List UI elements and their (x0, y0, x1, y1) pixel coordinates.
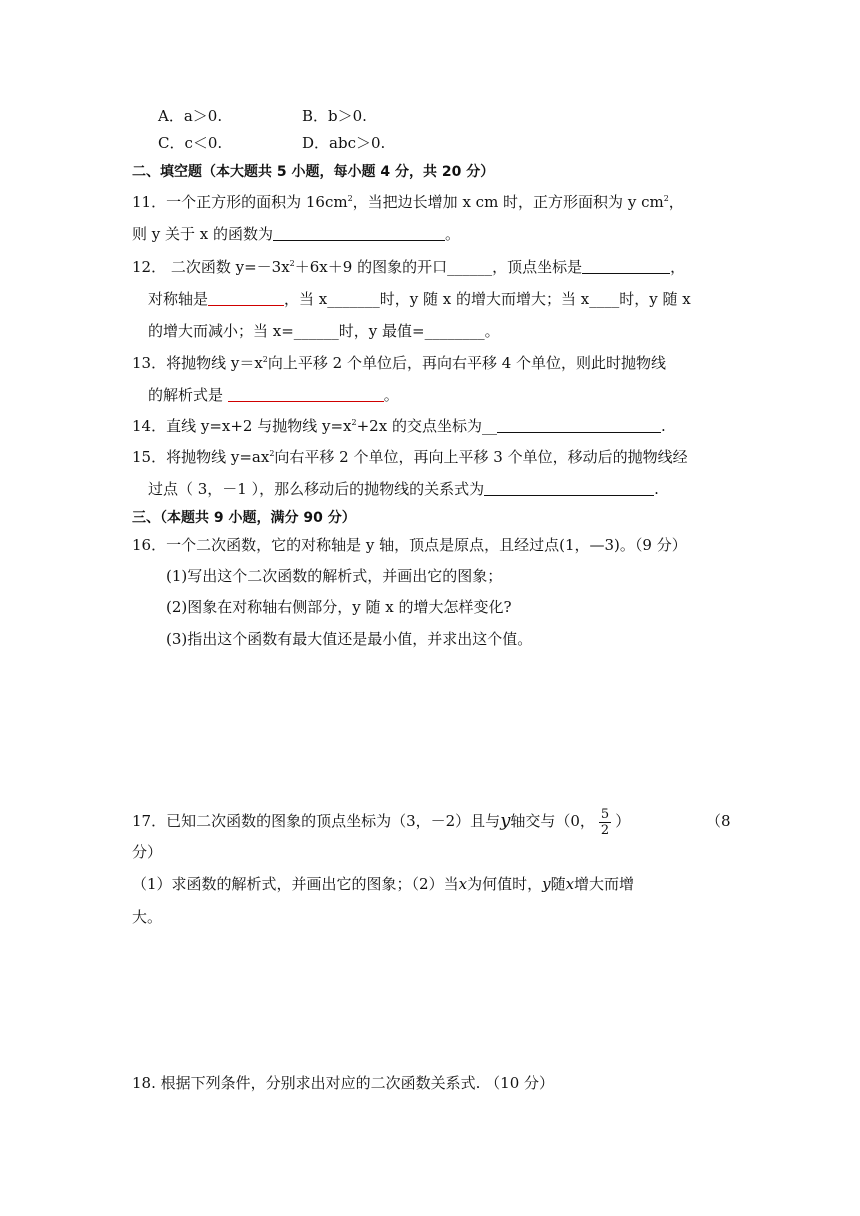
q12-vertex-blank[interactable] (582, 258, 670, 274)
q15-text-3: 过点（ 3，－1 ），那么移动后的抛物线的关系式为 (148, 480, 485, 498)
q12-text-4: 对称轴是 (148, 290, 209, 308)
q13-text-4: 。 (383, 386, 399, 404)
q12-superscript: 2 (289, 259, 295, 268)
question-16-part-1: (1)写出这个二次函数的解析式，并画出它的图象； (166, 567, 503, 585)
option-c: C．c＜0. (158, 134, 223, 152)
q17-text-6: 随 (550, 875, 566, 893)
option-d: D．abc＞0. (302, 134, 386, 152)
option-b: B．b＞0. (302, 107, 367, 125)
question-11-line-1 (132, 192, 684, 212)
q17-fraction (599, 807, 611, 838)
q11-text-4: 则 y 关于 x 的函数为 (132, 225, 274, 243)
question-18-stem: 18. 根据下列条件，分别求出对应的二次函数关系式. （10 分） (132, 1074, 555, 1092)
q15-answer-blank[interactable] (484, 480, 654, 496)
q11-text-3: ， (668, 193, 684, 211)
q17-text-5: 为何值时， (467, 875, 543, 893)
q17-score-part-1: （8 (706, 812, 731, 830)
question-12-line-2 (148, 289, 691, 309)
question-17-line-4: 大。 (132, 908, 163, 926)
question-17-line-3 (132, 874, 634, 894)
question-12-line-3: 的增大而减小；当 x=______时，y 最值=________。 (148, 322, 500, 340)
q15-superscript: 2 (269, 449, 275, 458)
question-15-line-2 (148, 479, 659, 499)
question-13-line-1 (132, 353, 666, 373)
question-13-line-2 (148, 385, 399, 405)
q13-answer-blank[interactable] (228, 386, 384, 402)
q15-text-4: . (654, 480, 659, 498)
q11-text-1: 11．一个正方形的面积为 16cm (132, 193, 348, 211)
q17-var-x-1: x (458, 875, 468, 893)
q12-text-5: ，当 x_______时，y 随 x 的增大而增大；当 x____时，y 随 x (284, 290, 691, 308)
question-16-stem: 16．一个二次函数，它的对称轴是 y 轴，顶点是原点，且经过点(1，—3)。（9 分） (132, 536, 687, 554)
q14-text-3: . (660, 417, 666, 435)
q13-text-3: 的解析式是 (148, 386, 228, 404)
q15-text-2: 向右平移 2 个单位，再向上平移 3 个单位，移动后的抛物线经 (274, 448, 688, 466)
q12-text-1: 12． 二次函数 y=－3x (132, 258, 290, 276)
question-12-line-1 (132, 257, 685, 277)
q14-superscript: 2 (351, 418, 357, 427)
q11-superscript-2: 2 (663, 194, 669, 203)
q11-superscript-1: 2 (347, 194, 353, 203)
q14-text-2: +2x 的交点坐标为__ (356, 417, 497, 435)
q11-text-5: 。 (445, 225, 461, 243)
q11-answer-blank[interactable] (273, 225, 445, 241)
q17-text-3: ） (615, 812, 631, 830)
section-heading-fill-in: 二、填空题（本大题共 5 小题，每小题 4 分，共 20 分） (132, 164, 495, 180)
q12-text-2: ＋6x＋9 的图象的开口______，顶点坐标是 (294, 258, 583, 276)
q17-text-1: 17．已知二次函数的图象的顶点坐标为（3，－2）且与 (132, 812, 501, 830)
q11-text-2: ，当把边长增加 x cm 时，正方形面积为 y cm (352, 193, 664, 211)
q12-text-3: ， (670, 258, 686, 276)
q17-text-4: （1）求函数的解析式，并画出它的图象；（2）当 (132, 875, 459, 893)
q15-text-1: 15．将抛物线 y=ax (132, 448, 270, 466)
question-15-line-1 (132, 447, 688, 467)
q17-score-part-2: 分） (132, 843, 163, 861)
question-16-part-3: (3)指出这个函数有最大值还是最小值，并求出这个值。 (166, 630, 533, 648)
option-a: A．a＞0. (158, 107, 223, 125)
q13-text-2: 向上平移 2 个单位后，再向右平移 4 个单位，则此时抛物线 (267, 354, 667, 372)
q17-fraction-denominator: 2 (600, 822, 610, 838)
q12-axis-blank[interactable] (208, 290, 284, 306)
q17-var-y-2: y (542, 875, 551, 893)
question-17-line-1 (132, 806, 630, 838)
q17-fraction-numerator: 5 (600, 806, 610, 822)
question-14-line (132, 416, 666, 436)
q14-text-1: 14．直线 y=x+2 与抛物线 y=x (132, 417, 352, 435)
section-heading-answer: 三、（本题共 9 小题，满分 90 分） (132, 510, 356, 526)
q17-text-2: 轴交与（0， (510, 812, 595, 830)
q13-text-1: 13．将抛物线 y＝x (132, 354, 263, 372)
q13-superscript: 2 (262, 355, 268, 364)
q17-var-y: y (500, 810, 511, 831)
question-11-line-2 (132, 224, 460, 244)
q17-var-x-2: x (565, 875, 575, 893)
question-16-part-2: (2)图象在对称轴右侧部分，y 随 x 的增大怎样变化? (166, 598, 512, 616)
q14-answer-blank[interactable] (497, 417, 661, 433)
q17-text-7: 增大而增 (574, 875, 635, 893)
